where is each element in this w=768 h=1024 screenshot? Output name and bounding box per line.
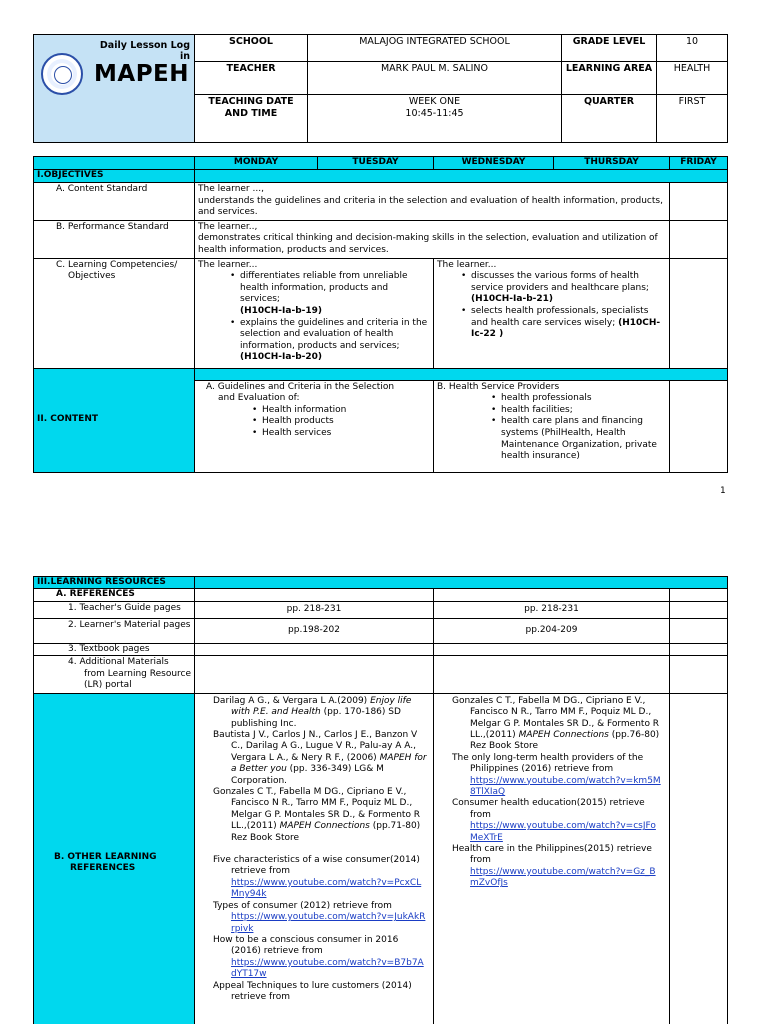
performance-standard-text: The learner.., demonstrates critical thinking and decision-making skills in the selection, evaluation and utilization of health information, products and services. xyxy=(195,220,670,258)
content-left-title: A. Guidelines and Criteria in the Selection and Evaluation of: xyxy=(206,381,395,404)
references-cell xyxy=(434,589,670,602)
am-friday xyxy=(670,656,728,694)
reference-link[interactable]: https://www.youtube.com/watch?v=Gz_BmZvOfJs xyxy=(470,866,656,889)
other-references-friday xyxy=(670,693,728,1024)
reference-text: (pp.71-80) Rez Book Store xyxy=(231,821,421,843)
content-friday xyxy=(670,380,728,472)
dll-title: Daily Lesson Log in xyxy=(99,40,190,62)
competency-code: (H10CH-Ia-b-20) xyxy=(240,352,323,363)
other-references-left xyxy=(195,693,434,1024)
reference-text: Gonzales C T., Fabella M DG., Cipriano E V., Fancisco N R., Tarro MM F., Poquiz ML D., Melgar G P. Montales SR D., & Formento R LL.,(2011) xyxy=(213,787,421,832)
school-value: MALAJOG INTEGRATED SCHOOL xyxy=(308,35,562,62)
content-item: • Health services xyxy=(250,428,430,440)
competency-text: differentiates reliable from unreliable health information, products and services; xyxy=(240,271,408,305)
day-tuesday: TUESDAY xyxy=(318,157,434,170)
content-heading xyxy=(34,368,195,472)
date-value xyxy=(308,95,562,143)
quarter-value: FIRST xyxy=(657,95,728,143)
grade-label: GRADE LEVEL xyxy=(562,35,657,62)
am-left xyxy=(195,656,434,694)
competency-item xyxy=(459,306,666,341)
content-item: • Health products xyxy=(250,416,430,428)
reference-text: How to be a conscious consumer in 2016 (2016) retrieve from xyxy=(213,934,399,957)
grade-value: 10 xyxy=(657,35,728,62)
resources-table xyxy=(33,576,728,1024)
reference-entry xyxy=(213,935,427,981)
page-number: 1 xyxy=(720,486,726,496)
am-label-text: 4. Additional Materials from Learning Resource (LR) portal xyxy=(68,657,192,691)
reference-link[interactable]: https://www.youtube.com/watch?v=km5M8TlXIaQ xyxy=(470,775,661,798)
competencies-label-text: C. Learning Competencies/ Objectives xyxy=(56,259,178,282)
reference-entry xyxy=(213,981,427,1004)
performance-standard-friday xyxy=(670,220,728,258)
content-standard-friday xyxy=(670,183,728,221)
area-label: LEARNING AREA xyxy=(562,62,657,95)
competencies-label xyxy=(34,258,195,368)
lm-label xyxy=(34,619,195,644)
subject-title: MAPEH xyxy=(94,61,190,87)
day-friday: FRIDAY xyxy=(670,157,728,170)
content-item: • Health information xyxy=(250,405,430,417)
day-monday: MONDAY xyxy=(195,157,318,170)
resources-heading-fill xyxy=(195,577,728,589)
reference-text: Appeal Techniques to lure customers (2014) retrieve from xyxy=(213,980,412,1002)
reference-entry xyxy=(213,787,427,844)
references-cell xyxy=(195,589,434,602)
content-standard-text: The learner ..., understands the guidelines and criteria in the selection and evaluation of health information, products, and services. xyxy=(195,183,670,221)
reference-entry xyxy=(452,844,663,890)
lm-left: pp.198-202 xyxy=(195,619,434,644)
date-time: 10:45-11:45 xyxy=(405,107,464,119)
competency-item xyxy=(459,271,666,306)
objectives-heading: I.OBJECTIVES xyxy=(34,170,195,183)
other-references-right xyxy=(434,693,670,1024)
content-right-title: B. Health Service Providers xyxy=(437,381,560,392)
objectives-heading-fill xyxy=(195,170,728,183)
reference-title: MAPEH Connections xyxy=(279,821,370,832)
teacher-value: MARK PAUL M. SALINO xyxy=(308,62,562,95)
reference-text: Types of consumer (2012) retrieve from xyxy=(213,900,392,911)
reference-link[interactable]: https://www.youtube.com/watch?v=B7b7AdYT17w xyxy=(231,957,424,980)
competencies-left xyxy=(195,258,434,368)
competency-code: (H10CH-Ic-22 ) xyxy=(471,317,661,340)
competency-code: (H10CH-Ia-b-19) xyxy=(240,305,323,316)
reference-link[interactable]: https://www.youtube.com/watch?v=JukAkRrpivk xyxy=(231,912,426,934)
competencies-right-intro: The learner... xyxy=(437,259,497,270)
reference-text: Gonzales C T., Fabella M DG., Cipriano E V., Fancisco N R., Tarro MM F., Poquiz ML D., Melgar G P. Montales SR D., & Formento R LL.,(2011) xyxy=(452,695,660,740)
other-references-label xyxy=(34,693,195,1024)
competency-code: (H10CH-Ia-b-21) xyxy=(471,294,554,305)
reference-text: (pp.76-80) Rez Book Store xyxy=(470,730,660,752)
competency-item xyxy=(228,271,430,317)
reference-title: MAPEH for a Better you xyxy=(231,752,427,775)
tg-left: pp. 218-231 xyxy=(195,602,434,619)
competencies-left-intro: The learner... xyxy=(198,259,258,270)
date-week: WEEK ONE xyxy=(408,96,461,107)
reference-title: Enjoy life with P.E. and Health xyxy=(231,695,412,718)
am-right xyxy=(434,656,670,694)
reference-entry xyxy=(452,798,663,844)
reference-text: Health care in the Philippines(2015) retrieve from xyxy=(452,844,652,866)
content-left xyxy=(195,380,434,472)
tb-left xyxy=(195,644,434,656)
reference-text: (pp. 170-186) SD publishing Inc. xyxy=(231,707,401,729)
lm-right: pp.204-209 xyxy=(434,619,670,644)
school-label: SCHOOL xyxy=(195,35,308,62)
competency-text: explains the guidelines and criteria in the selection and evaluation of health information, products and services; xyxy=(240,317,428,351)
reference-entry xyxy=(213,730,427,787)
quarter-label: QUARTER xyxy=(562,95,657,143)
competency-item xyxy=(228,318,430,364)
day-thursday: THURSDAY xyxy=(554,157,670,170)
references-cell xyxy=(670,589,728,602)
reference-link[interactable]: https://www.youtube.com/watch?v=PcxCLMny94k xyxy=(231,877,422,900)
am-label xyxy=(34,656,195,694)
reference-entry xyxy=(452,753,663,799)
reference-text: The only long-term health providers of the Philippines (2016) retrieve from xyxy=(452,752,644,775)
tg-friday xyxy=(670,602,728,619)
area-value: HEALTH xyxy=(657,62,728,95)
resources-heading: III.LEARNING RESOURCES xyxy=(34,577,195,589)
content-item: • health facilities; xyxy=(489,405,658,417)
reference-text: Consumer health education(2015) retrieve from xyxy=(452,798,645,820)
deped-seal-icon xyxy=(41,53,83,95)
tg-label: 1. Teacher's Guide pages xyxy=(34,602,195,619)
date-label: TEACHING DATE AND TIME xyxy=(195,95,308,143)
teacher-label: TEACHER xyxy=(195,62,308,95)
days-corner xyxy=(34,157,195,170)
tb-right xyxy=(434,644,670,656)
tb-friday xyxy=(670,644,728,656)
content-heading-fill xyxy=(195,368,728,380)
competency-text: selects health professionals, specialists and health care services wisely; xyxy=(471,305,649,328)
competencies-right xyxy=(434,258,670,368)
header-logo-cell xyxy=(34,35,195,143)
header-table xyxy=(33,34,728,143)
reference-entry xyxy=(213,901,427,935)
reference-link[interactable]: https://www.youtube.com/watch?v=csJFoMeXTrE xyxy=(470,821,656,843)
lm-label-text: 2. Learner's Material pages xyxy=(68,620,191,630)
reference-text: Darilag A G., & Vergara L A.(2009) xyxy=(213,695,368,706)
reference-text: (pp. 336-349) LG& M Corporation. xyxy=(231,764,384,786)
reference-entry xyxy=(452,696,663,753)
lm-friday xyxy=(670,619,728,644)
reference-text: Bautista J V., Carlos J N., Carlos J E., Banzon V C., Darilag A G., Lugue V R., Palu-ay A A., Vergara L A., & Nery R F., (2006) xyxy=(213,730,418,763)
performance-standard-label: B. Performance Standard xyxy=(34,220,195,258)
content-item: • health professionals xyxy=(489,393,658,405)
references-label: A. REFERENCES xyxy=(34,589,195,602)
tb-label: 3. Textbook pages xyxy=(34,644,195,656)
content-heading-text: II. CONTENT xyxy=(37,414,98,425)
other-references-text: B. OTHER LEARNING REFERENCES xyxy=(54,851,157,874)
content-right xyxy=(434,380,670,472)
content-item: • health care plans and financing systems (PhilHealth, Health Maintenance Organization, private health insurance) xyxy=(489,416,658,462)
content-standard-label: A. Content Standard xyxy=(34,183,195,221)
reference-entry xyxy=(213,696,427,730)
objectives-table xyxy=(33,156,728,473)
day-wednesday: WEDNESDAY xyxy=(434,157,554,170)
reference-title: MAPEH Connections xyxy=(518,730,609,740)
tg-right: pp. 218-231 xyxy=(434,602,670,619)
competencies-friday xyxy=(670,258,728,368)
reference-entry xyxy=(213,855,427,901)
reference-text: Five characteristics of a wise consumer(2014) retrieve from xyxy=(213,855,420,877)
competency-text: discusses the various forms of health service providers and healthcare plans; xyxy=(471,271,649,293)
